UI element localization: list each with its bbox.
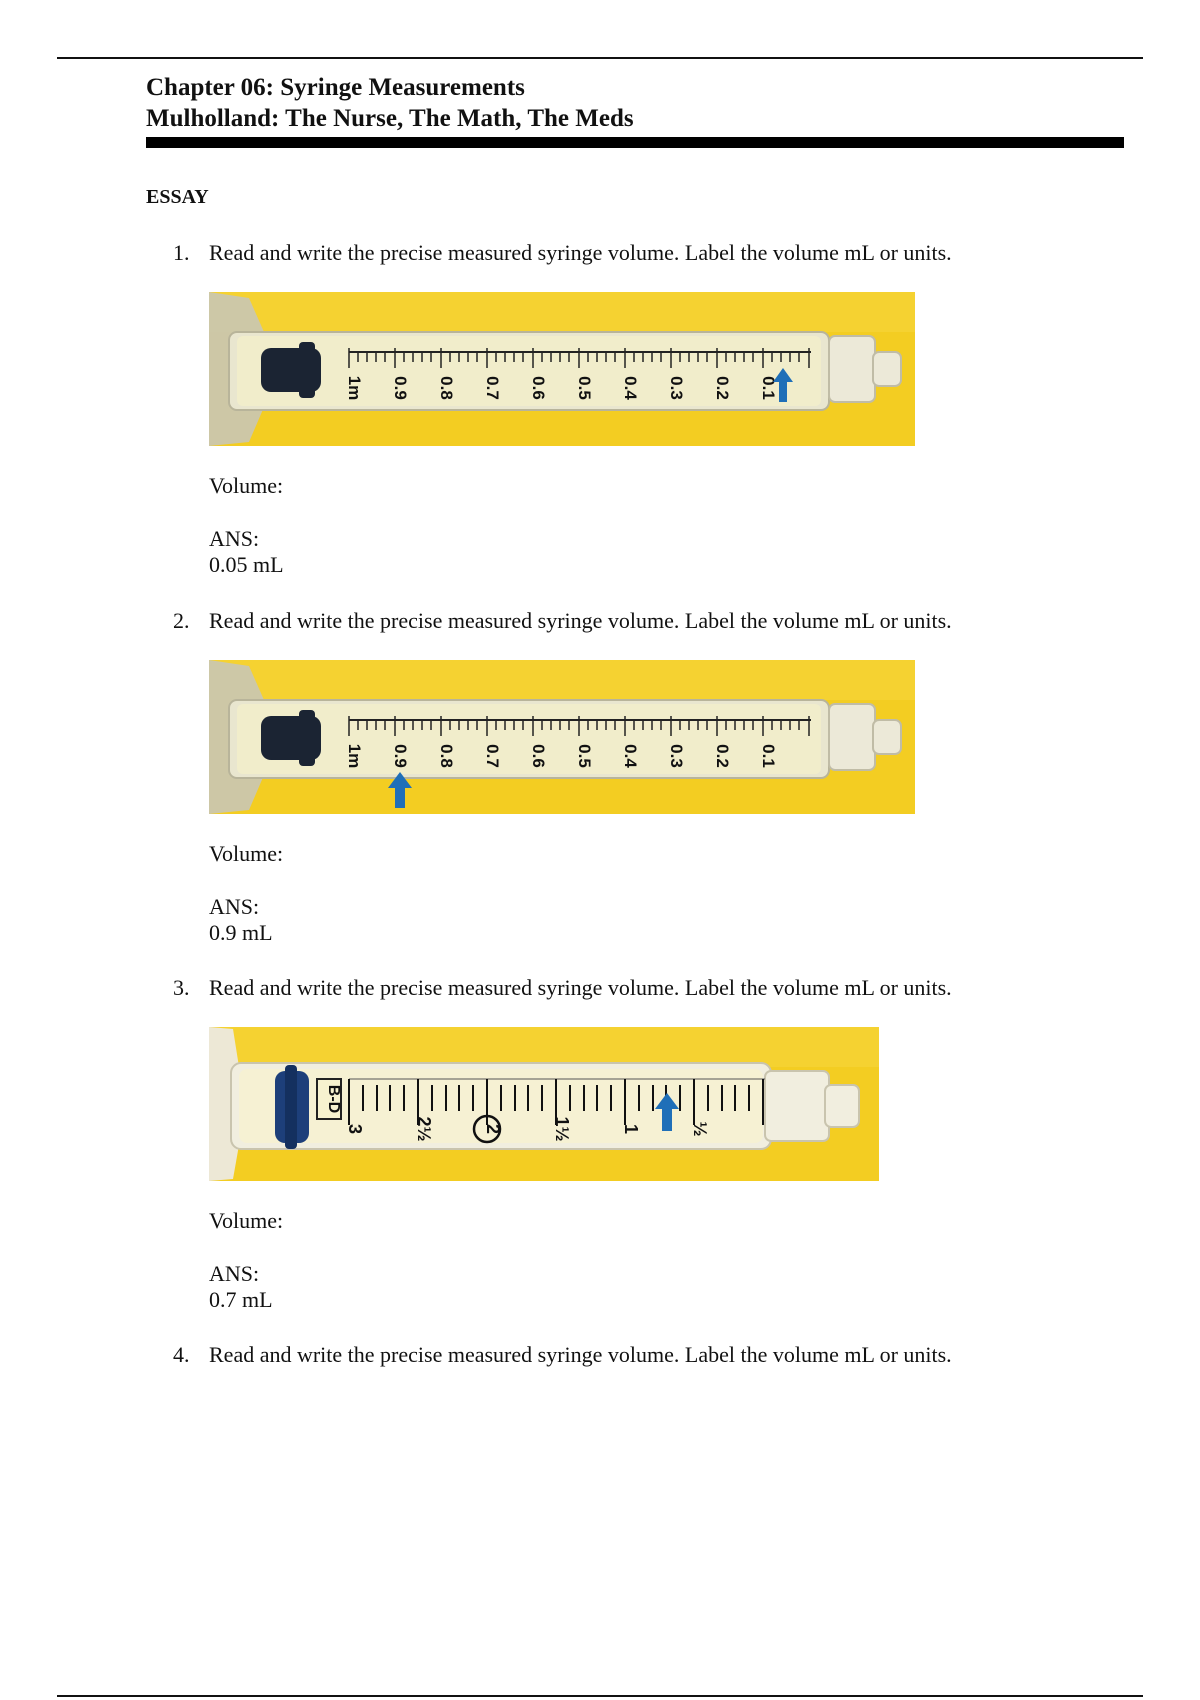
scale-label: 0.4	[621, 744, 640, 768]
scale-label: 0.8	[437, 744, 456, 768]
volume-label: Volume:	[209, 841, 284, 866]
question-text: Read and write the precise measured syringe volume. Label the volume mL or units.	[209, 1342, 952, 1367]
book-title: Mulholland: The Nurse, The Math, The Meds	[146, 105, 634, 132]
volume-label: Volume:	[209, 1208, 284, 1233]
scale-label: 0.2	[713, 376, 732, 400]
question-number: 3.	[173, 975, 190, 1000]
bottom-rule	[57, 1695, 1143, 1697]
scale-label: 2½	[414, 1116, 434, 1142]
scale-label: 2	[483, 1123, 503, 1135]
scale-label: 0.8	[437, 376, 456, 400]
scale-label: 0.2	[713, 744, 732, 768]
question-number: 2.	[173, 608, 190, 633]
question-text: Read and write the precise measured syringe volume. Label the volume mL or units.	[209, 240, 952, 265]
scale-label: 1m	[345, 743, 364, 769]
scale-label: 0.6	[529, 376, 548, 400]
scale-label: 0.1	[759, 376, 778, 400]
answer-label: ANS:	[209, 526, 260, 551]
answer-value: 0.05 mL	[209, 552, 284, 577]
question-number: 1.	[173, 240, 190, 265]
scale-label: 0.3	[667, 376, 686, 400]
scale-label: 3	[345, 1123, 365, 1135]
scale-label: ½	[690, 1121, 710, 1137]
volume-label: Volume:	[209, 473, 284, 498]
answer-label: ANS:	[209, 1261, 260, 1286]
scale-label: 0.7	[483, 744, 502, 768]
scale-label: 0.1	[759, 744, 778, 768]
brand-label: B-D	[325, 1084, 342, 1114]
question-number: 4.	[173, 1342, 190, 1367]
scale-label: 0.9	[391, 744, 410, 768]
answer-value: 0.9 mL	[209, 920, 273, 945]
answer-value: 0.7 mL	[209, 1287, 273, 1312]
syringe-image-1mL	[209, 292, 915, 446]
top-rule	[57, 57, 1143, 59]
question-text: Read and write the precise measured syringe volume. Label the volume mL or units.	[209, 608, 952, 633]
question-text: Read and write the precise measured syringe volume. Label the volume mL or units.	[209, 975, 952, 1000]
answer-label: ANS:	[209, 894, 260, 919]
scale-label: 0.9	[391, 376, 410, 400]
syringe-image-3mL	[209, 1027, 879, 1181]
scale-label: 0.3	[667, 744, 686, 768]
scale-label: 1½	[552, 1116, 572, 1142]
header-bar	[146, 137, 1124, 148]
scale-label: 0.7	[483, 376, 502, 400]
scale-label: 0.6	[529, 744, 548, 768]
page-header	[146, 72, 1124, 148]
scale-label: 1	[621, 1123, 641, 1135]
chapter-title: Chapter 06: Syringe Measurements	[146, 74, 525, 101]
scale-label: 0.5	[575, 744, 594, 768]
syringe-image-1mL	[209, 660, 915, 814]
scale-label: 0.4	[621, 376, 640, 400]
section-label: ESSAY	[146, 186, 209, 208]
scale-label: 1m	[345, 375, 364, 401]
scale-label: 0.5	[575, 376, 594, 400]
